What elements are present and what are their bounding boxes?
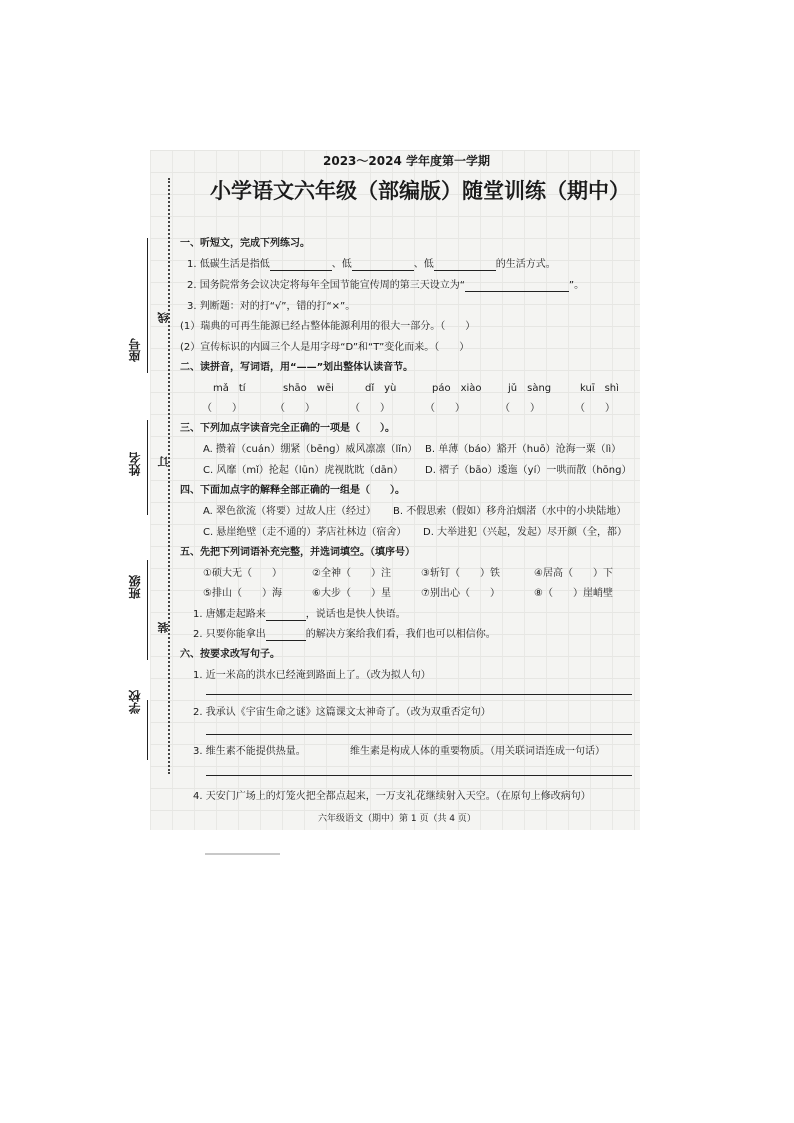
pinyin-answer-5[interactable]: （ ）: [500, 403, 540, 414]
seat-number-label: 座号: [128, 338, 142, 362]
section-2-heading: 二、读拼音，写词语，用“——”划出整体认读音节。: [180, 362, 414, 373]
pinyin-2: shāo wēi: [283, 383, 334, 394]
s6-q1-answer-line[interactable]: [206, 694, 632, 695]
name-label: 姓名: [128, 452, 142, 476]
idiom-2: ②全神（ ）注: [312, 568, 391, 579]
page-footer: 六年级语文（期中）第 1 页（共 4 页）: [318, 814, 476, 824]
s4-option-d: D. 大举进犯（兴起，发起）尽开颜（全，都）: [423, 527, 628, 538]
idiom-8: ⑧（ ）崖峭壁: [534, 588, 613, 599]
scan-artifact: [205, 853, 280, 855]
s3-option-b: B. 单薄（báo）豁开（huō）沧海一粟（lì）: [425, 444, 622, 455]
seat-number-line: [147, 238, 148, 373]
section-4-heading: 四、下面加点字的解释全部正确的一组是（ ）。: [180, 485, 405, 496]
pinyin-answer-6[interactable]: （ ）: [575, 403, 615, 414]
s6-q3-answer-line[interactable]: [206, 775, 632, 776]
pinyin-5: jǔ sàng: [508, 383, 552, 394]
s5-q2-prefix: 2. 只要你能拿出: [193, 629, 266, 640]
s1-q3: 3. 判断题：对的打“√”，错的打“×”。: [187, 301, 356, 312]
s1-judge-2: (2）宣传标识的内圆三个人是用字母“D”和“T”变化而来。（ ）: [180, 342, 470, 353]
s3-option-c: C. 风靡（mǐ）抡起（lūn）虎视眈眈（dān）: [203, 465, 404, 476]
section-6-heading: 六、按要求改写句子。: [180, 649, 280, 660]
s5-q1: [193, 609, 406, 621]
name-line: [147, 420, 148, 515]
s1-q2-suffix: ”。: [568, 280, 585, 291]
class-label: 班级: [128, 575, 142, 599]
pinyin-answer-4[interactable]: （ ）: [425, 403, 465, 414]
s1-q1-suffix: 的生活方式。: [495, 259, 556, 270]
binding-mark-line: 线: [157, 312, 170, 323]
s6-q2: 2. 我承认《宇宙生命之谜》这篇课文太神奇了。（改为双重否定句）: [193, 707, 491, 718]
binding-mark-staple: 订: [157, 456, 170, 467]
class-line: [147, 560, 148, 660]
pinyin-1: mǎ tí: [213, 383, 246, 394]
s6-q4: 4. 天安门广场上的灯笼火把全都点起来，一万支礼花继续射入天空。（在原句上修改病句）: [193, 791, 591, 802]
section-5-heading: 五、先把下列词语补充完整，并选词填空。（填序号）: [180, 547, 415, 558]
s1-q1-blank-3[interactable]: [434, 260, 496, 271]
pinyin-4: páo xiào: [432, 383, 482, 394]
school-line: [147, 700, 148, 760]
s1-q1-blank-1[interactable]: [270, 260, 332, 271]
binding-dotted-line: [168, 178, 170, 774]
s1-q2-blank[interactable]: [465, 281, 569, 292]
s1-q1-blank-2[interactable]: [352, 260, 414, 271]
school-year-line: 2023～2024 学年度第一学期: [323, 154, 490, 168]
s1-q2-text: 2. 国务院常务会议决定将每年全国节能宣传周的第三天设立为“: [187, 280, 465, 291]
idiom-1: ①硕大无（ ）: [203, 568, 282, 579]
s5-q2-suffix: 的解决方案给我们看，我们也可以相信你。: [305, 629, 496, 640]
binding-mark-bind: 装: [157, 622, 170, 633]
idiom-6: ⑥大步（ ）星: [312, 588, 391, 599]
s6-q3-part-a: 3. 维生素不能提供热量。: [193, 746, 306, 757]
s5-q1-blank[interactable]: [266, 610, 306, 621]
s1-q1: [187, 259, 556, 271]
s4-option-c: C. 悬崖绝壁（走不通的）茅店社林边（宿舍）: [203, 527, 407, 538]
exam-title: 小学语文六年级（部编版）随堂训练（期中）: [210, 179, 630, 203]
pinyin-6: kuī shì: [580, 383, 619, 394]
idiom-3: ③斩钉（ ）铁: [421, 568, 500, 579]
s3-option-a: A. 攒着（cuán）绷紧（bēng）威风凛凛（lǐn）: [203, 444, 418, 455]
s6-q3-part-b: 维生素是构成人体的重要物质。（用关联词语连成一句话）: [350, 746, 605, 757]
s1-q1-mid1: 、低: [331, 259, 352, 270]
idiom-7: ⑦别出心（ ）: [421, 588, 500, 599]
section-3-heading: 三、下列加点字读音完全正确的一项是（ ）。: [180, 423, 395, 434]
s1-q1-prefix: 1. 低碳生活是指低: [187, 259, 270, 270]
school-label: 学校: [128, 690, 142, 714]
s3-option-d: D. 褶子（bāo）逶迤（yí）一哄而散（hōng）: [425, 465, 632, 476]
idiom-4: ④居高（ ）下: [534, 568, 613, 579]
pinyin-3: dǐ yù: [365, 383, 397, 394]
pinyin-answer-1[interactable]: （ ）: [202, 403, 242, 414]
pinyin-answer-2[interactable]: （ ）: [275, 403, 315, 414]
idiom-5: ⑤排山（ ）海: [203, 588, 282, 599]
s1-q1-mid2: 、低: [413, 259, 434, 270]
pinyin-answer-3[interactable]: （ ）: [350, 403, 390, 414]
s5-q2: [193, 629, 496, 641]
s5-q1-prefix: 1. 唐娜走起路来: [193, 609, 266, 620]
s1-q2: [187, 280, 584, 292]
s4-option-a: A. 翠色欲流（将要）过故人庄（经过）: [203, 506, 377, 517]
s5-q2-blank[interactable]: [266, 630, 306, 641]
section-1-heading: 一、听短文，完成下列练习。: [180, 238, 310, 249]
s6-q2-answer-line[interactable]: [206, 734, 632, 735]
s4-option-b: B. 不假思索（假如）移舟泊烟渚（水中的小块陆地）: [393, 506, 627, 517]
s1-judge-1: (1）瑞典的可再生能源已经占整体能源利用的很大一部分。（ ）: [180, 321, 476, 332]
s6-q1: 1. 近一米高的洪水已经淹到路面上了。（改为拟人句）: [193, 670, 431, 681]
s5-q1-suffix: ，说话也是快人快语。: [305, 609, 406, 620]
